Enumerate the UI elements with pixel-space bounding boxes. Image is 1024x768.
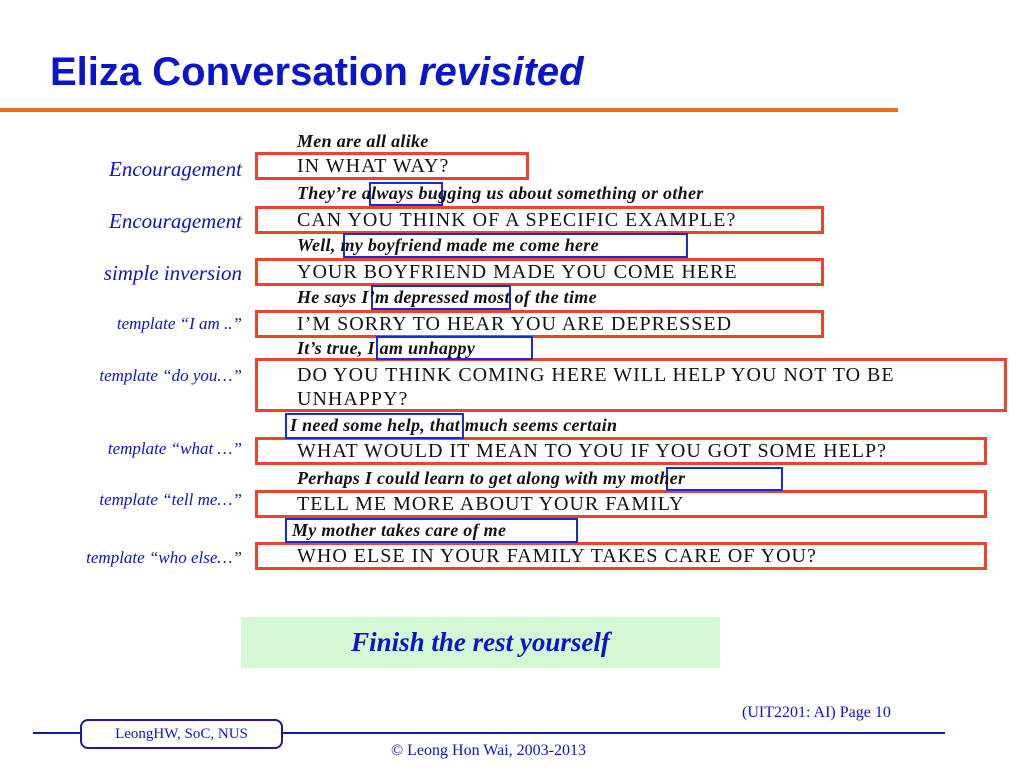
slide-title [50,50,584,95]
footer-author-box: LeongHW, SoC, NUS [80,719,283,749]
keyword-boyfriend: my boyfriend made me come here [340,235,599,255]
user-line-7: Perhaps I could learn to get along with my mother [297,468,686,488]
title-underline [0,108,898,112]
user-line-4: He says I’m depressed most of the time [297,287,597,307]
user-line-1: Men are all alike [297,131,429,151]
page-number: (UIT2201: AI) Page 10 [742,704,891,721]
label-template-what: template “what …” [107,439,242,458]
keyword-unhappy: I am unhappy [367,338,476,358]
keyword-help: I need some help, [290,415,426,435]
eliza-line-8: WHO ELSE IN YOUR FAMILY TAKES CARE OF YOU? [297,545,817,567]
user-line-6: I need some help, that much seems certain [290,415,618,435]
eliza-line-2: CAN YOU THINK OF A SPECIFIC EXAMPLE? [297,209,737,231]
slide-title-emphasis: revisited [418,50,584,94]
label-encouragement-1: Encouragement [109,157,242,181]
eliza-line-5b: UNHAPPY? [297,388,409,410]
eliza-line-4: I’M SORRY TO HEAR YOU ARE DEPRESSED [297,313,733,335]
eliza-line-6: WHAT WOULD IT MEAN TO YOU IF YOU GOT SOME HELP? [297,440,887,462]
finish-callout: Finish the rest yourself [241,617,720,668]
label-template-who-else: template “who else…” [86,548,242,567]
label-simple-inversion: simple inversion [103,261,242,285]
keyword-depressed: I’m depressed [361,287,469,307]
eliza-line-7: TELL ME MORE ABOUT YOUR FAMILY [297,493,685,515]
label-template-do-you: template “do you…” [99,366,242,385]
user-line-5: It’s true, I am unhappy [297,338,476,358]
copyright: © Leong Hon Wai, 2003-2013 [391,742,586,759]
label-template-i-am: template “I am ..” [116,314,242,333]
eliza-line-1: IN WHAT WAY? [297,155,450,177]
eliza-line-3: YOUR BOYFRIEND MADE YOU COME HERE [297,261,738,283]
user-line-3: Well, my boyfriend made me come here [297,235,599,255]
user-line-8: My mother takes care of me [292,520,507,540]
keyword-always: always [361,183,414,203]
eliza-line-5a: DO YOU THINK COMING HERE WILL HELP YOU NOT TO BE [297,364,895,386]
user-line-2: They’re always bugging us about something or other [297,183,704,203]
label-template-tell-me: template “tell me…” [99,490,242,509]
slide-title-main: Eliza Conversation [50,50,419,94]
label-encouragement-2: Encouragement [109,209,242,233]
keyword-mother: my mother [603,468,686,488]
